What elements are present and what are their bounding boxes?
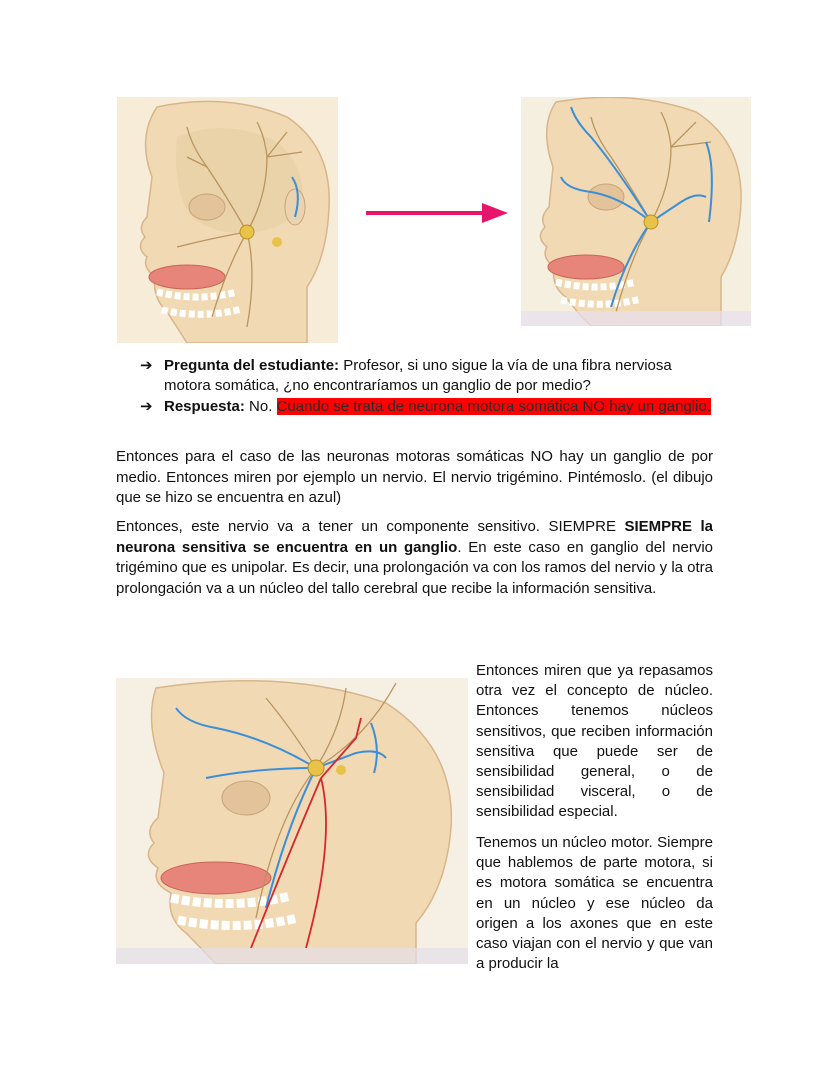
arrow-right-icon xyxy=(364,200,510,226)
paragraph-2-start: Entonces, este nervio va a tener un componente sensitivo. SIEMPRE xyxy=(116,518,625,535)
figure-nerve-pathways xyxy=(116,678,468,964)
paragraph-sensory-component xyxy=(116,517,713,599)
column-motor-nucleus: Tenemos un núcleo motor. Siempre que hablemos de parte motora, si es motora somática se encuentra en un núcleo y ese núcleo da origen a los axones que en este caso viajan con el nervio y que van a producir la xyxy=(476,834,713,973)
bullet-question xyxy=(140,356,714,396)
qa-bullet-list xyxy=(140,356,714,418)
paragraph-motor-neurons: Entonces para el caso de las neuronas motoras somáticas NO hay un ganglio de por medio. Entonces miren por ejemplo un nervio. El nervio trigémino. Pintémoslo. (el dibujo que se hizo se encuentra en azul) xyxy=(116,448,713,506)
figure-head-cranial-nerves xyxy=(117,97,338,343)
question-label: Pregunta del estudiante: xyxy=(164,357,340,374)
head-illustration-pathways xyxy=(116,678,468,964)
paragraph-2-end: . En este caso en ganglio del nervio trigémino que es unipolar. Es decir, una prolongación va con los ramos del nervio y la otra prolongación va a un núcleo del tallo cerebral que recibe la información sensitiva. xyxy=(116,538,714,597)
answer-label: Respuesta: xyxy=(164,398,245,415)
bullet-answer xyxy=(140,397,714,417)
column-nucleus-concept: Entonces miren que ya repasamos otra vez el concepto de núcleo. Entonces tenemos núcleos sensitivos, que reciben información sensitiva que puede ser de sensibilidad general, o de sensibilidad visceral, o de sensibilidad especial. xyxy=(476,662,713,821)
head-illustration xyxy=(117,97,338,343)
question-text: Profesor, si uno sigue la vía de una fibra nerviosa motora somática, ¿no encontraríamos un ganglio de por medio? xyxy=(164,357,672,394)
arrow-bullet-icon: ➔ xyxy=(140,398,153,415)
answer-highlight: Cuando se trata de neurona motora somática NO hay un ganglio. xyxy=(276,398,711,415)
paragraph-2-bold: SIEMPRE la neurona sensitiva se encuentra en un ganglio xyxy=(116,518,713,556)
figure-head-trigeminal-blue xyxy=(521,97,751,326)
answer-text: No. xyxy=(249,398,273,415)
arrow-bullet-icon: ➔ xyxy=(140,357,153,374)
head-illustration-blue-nerve xyxy=(521,97,751,326)
